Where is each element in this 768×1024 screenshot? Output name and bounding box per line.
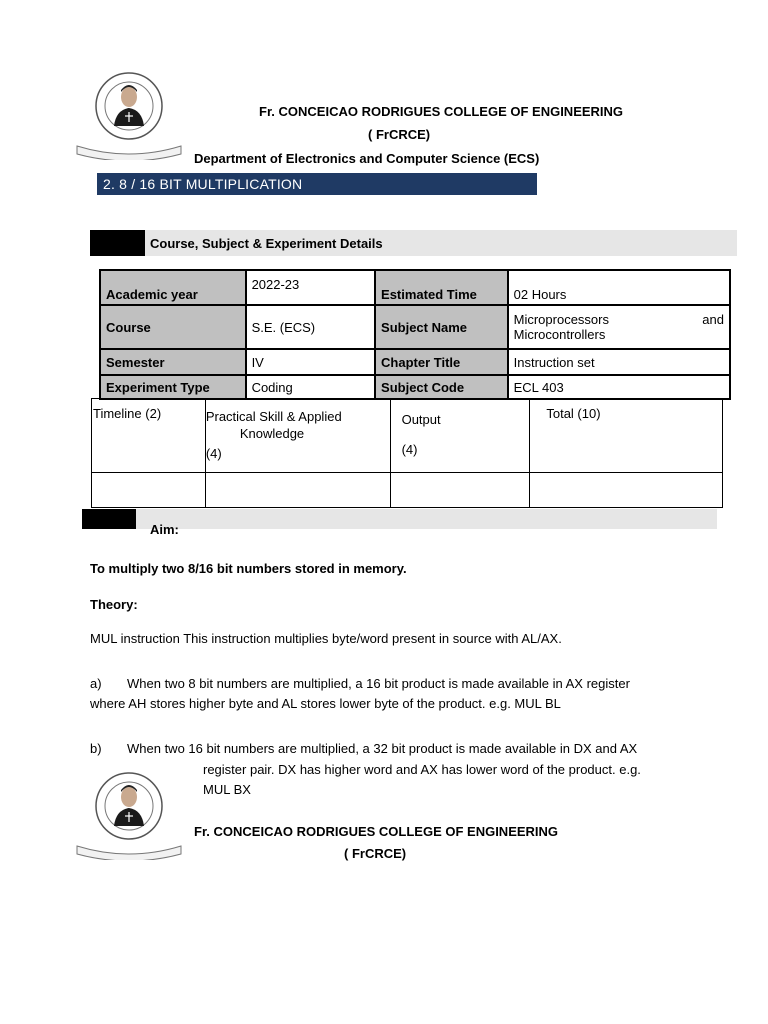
subject-code-value: ECL 403 xyxy=(508,375,730,399)
aim-section-band xyxy=(136,509,717,529)
item-a-marker: a) xyxy=(90,676,102,691)
chapter-title-value: Instruction set xyxy=(508,349,730,375)
footer-college-name: Fr. CONCEICAO RODRIGUES COLLEGE OF ENGINEERING xyxy=(194,824,559,839)
details-table xyxy=(99,269,731,400)
semester-value: IV xyxy=(246,349,375,375)
subject-name-value xyxy=(508,305,730,349)
practical-marks: (4) xyxy=(205,446,222,461)
college-name: Fr. CONCEICAO RODRIGUES COLLEGE OF ENGINEERING xyxy=(259,104,624,119)
item-a-line2: where AH stores higher byte and AL stores lower byte of the product. e.g. MUL BL xyxy=(90,696,561,711)
estimated-time-label: Estimated Time xyxy=(375,270,508,305)
footer-college-abbr: ( FrCRCE) xyxy=(344,846,407,861)
timeline-label: Timeline (2) xyxy=(93,406,162,421)
aim-label: Aim: xyxy=(150,522,179,537)
timeline-score-cell[interactable] xyxy=(92,473,206,508)
practical-header xyxy=(205,399,390,473)
details-row-semester xyxy=(100,349,730,375)
estimated-time-value: 02 Hours xyxy=(508,270,730,305)
experiment-type-value: Coding xyxy=(246,375,375,399)
department-name: Department of Electronics and Computer Science (ECS) xyxy=(194,151,540,166)
subject-code-label: Subject Code xyxy=(375,375,508,399)
item-b-line2: register pair. DX has higher word and AX has lower word of the product. e.g. xyxy=(203,762,641,777)
item-b-marker: b) xyxy=(90,741,102,756)
details-row-experiment-type xyxy=(100,375,730,399)
details-row-course xyxy=(100,305,730,349)
output-score-cell[interactable] xyxy=(390,473,530,508)
academic-year-value: 2022-23 xyxy=(246,270,375,305)
subject-name-word-2: and xyxy=(702,312,724,327)
experiment-title: 2. 8 / 16 BIT MULTIPLICATION xyxy=(97,173,537,195)
academic-year-label: Academic year xyxy=(100,270,246,305)
total-header xyxy=(530,399,723,473)
practical-label-line1: Practical Skill & Applied xyxy=(205,409,342,424)
college-abbr: ( FrCRCE) xyxy=(368,127,431,142)
experiment-type-label: Experiment Type xyxy=(100,375,246,399)
theory-intro: MUL instruction This instruction multiplies byte/word present in source with AL/AX. xyxy=(90,631,562,646)
college-logo xyxy=(74,70,184,160)
aim-section-marker xyxy=(82,509,136,529)
course-label: Course xyxy=(100,305,246,349)
details-section-heading: Course, Subject & Experiment Details xyxy=(150,236,383,251)
total-label: Total (10) xyxy=(546,406,601,421)
output-marks: (4) xyxy=(401,442,418,457)
semester-label: Semester xyxy=(100,349,246,375)
subject-name-word-1: Microprocessors xyxy=(513,312,609,327)
marks-header-row xyxy=(92,399,723,473)
marks-table xyxy=(91,398,723,508)
subject-name-line-2: Microcontrollers xyxy=(513,327,606,342)
item-b-line3: MUL BX xyxy=(203,782,251,797)
aim-text: To multiply two 8/16 bit numbers stored in memory. xyxy=(90,561,407,576)
marks-entry-row xyxy=(92,473,723,508)
section-marker xyxy=(90,230,145,256)
timeline-header xyxy=(92,399,206,473)
practical-score-cell[interactable] xyxy=(205,473,390,508)
subject-name-label: Subject Name xyxy=(375,305,508,349)
course-value: S.E. (ECS) xyxy=(246,305,375,349)
output-header xyxy=(390,399,530,473)
item-b-line1: When two 16 bit numbers are multiplied, a 32 bit product is made available in DX and AX xyxy=(127,741,638,756)
chapter-title-label: Chapter Title xyxy=(375,349,508,375)
practical-label-line2: Knowledge xyxy=(239,426,305,441)
total-score-cell[interactable] xyxy=(530,473,723,508)
output-label: Output xyxy=(401,412,441,427)
theory-label: Theory: xyxy=(90,597,138,612)
item-a-line1: When two 8 bit numbers are multiplied, a 16 bit product is made available in AX register xyxy=(127,676,630,691)
footer-college-logo xyxy=(74,770,184,860)
details-row-academic-year xyxy=(100,270,730,305)
